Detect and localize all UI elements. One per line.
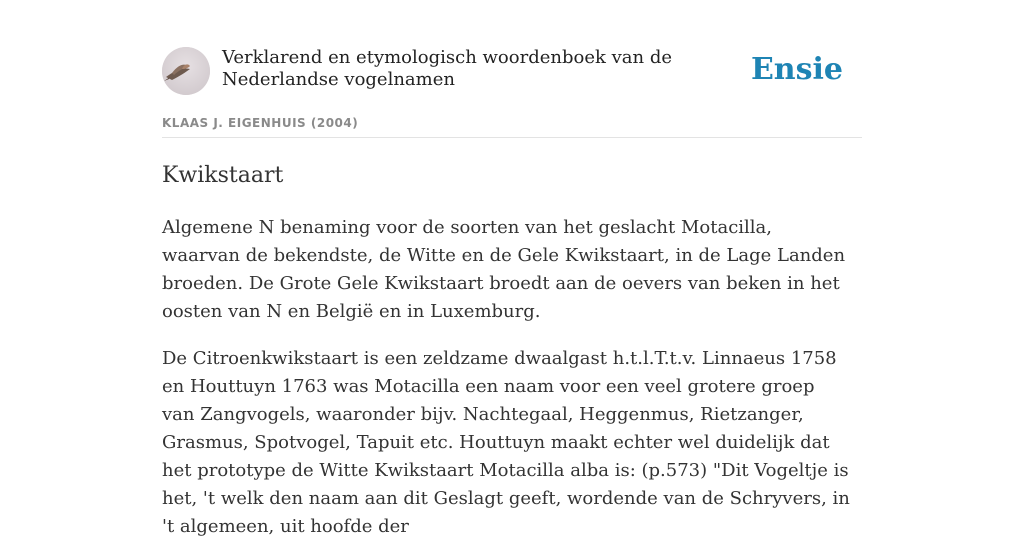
header <box>162 47 862 97</box>
author-credit[interactable]: KLAAS J. EIGENHUIS (2004) <box>162 116 359 130</box>
entry-body <box>162 214 852 560</box>
entry-paragraph: Algemene N benaming voor de soorten van het geslacht Motacilla, waarvan de bekendste, de Witte en de Gele Kwikstaart, in de Lage Landen broeden. De Grote Gele Kwikstaart broedt aan de oevers van beken in het oosten van N en België en in Luxemburg. <box>162 217 846 322</box>
ensie-logo[interactable]: Ensie <box>750 52 843 87</box>
book-title[interactable]: Verklarend en etymologisch woordenboek van de Nederlandse vogelnamen <box>222 47 673 90</box>
book-cover-avatar[interactable] <box>162 47 210 95</box>
entry-paragraph: De Citroenkwikstaart is een zeldzame dwaalgast h.t.l.T.t.v. Linnaeus 1758 en Houttuyn 1763 was Motacilla een naam voor een veel grotere groep van Zangvogels, waaronder bijv. Nachtegaal, Heggenmus, Rietzanger, Grasmus, Spotvogel, Tapuit etc. Houttuyn maakt echter wel duidelijk dat het prototype de Witte Kwikstaart Motacilla alba is: (p.573) "Dit Vogeltje is het, 't welk den naam aan dit Geslagt geeft, wordende van de Schryvers, in 't algemeen, uit hoofde der <box>162 348 850 537</box>
entry-headword: Kwikstaart <box>162 163 284 188</box>
divider <box>162 137 862 138</box>
bird-image-icon <box>162 47 210 95</box>
